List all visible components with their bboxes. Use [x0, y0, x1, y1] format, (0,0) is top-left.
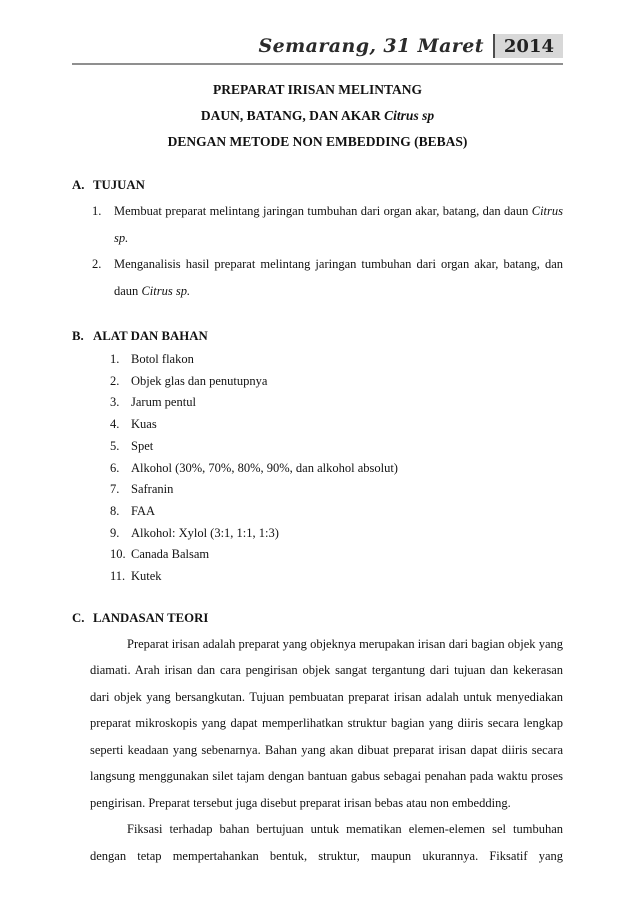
list-item [110, 566, 563, 588]
title-species-name: Citrus sp [384, 108, 435, 123]
section-heading-label: TUJUAN [93, 178, 145, 192]
title-block [72, 77, 563, 155]
list-item-number: 7. [110, 482, 120, 497]
header-year-badge: 2014 [495, 34, 563, 58]
section-tujuan-heading [72, 172, 563, 198]
list-item-number: 1. [110, 352, 120, 366]
title-line-2-text: DAUN, BATANG, DAN AKAR [200, 108, 385, 123]
section-alat-heading [72, 323, 563, 349]
list-item-text: Spet [131, 438, 154, 453]
list-item-number: 8. [110, 503, 120, 518]
list-item [110, 523, 563, 545]
title-line-1: PREPARAT IRISAN MELINTANG [212, 82, 423, 97]
list-item [110, 349, 563, 371]
header-date: Semarang, 31 Maret [258, 35, 484, 57]
species-name: Citrus sp. [114, 204, 563, 245]
list-item-number: 9. [110, 525, 120, 540]
list-item-number: 4. [110, 417, 120, 432]
paragraph-2: Fiksasi terhadap bahan bertujuan untuk mematikan elemen-elemen sel tumbuhan dengan tetap mempertahankan bentuk, struktur, maupun ukurannya. Fiksatif yang [90, 822, 563, 863]
list-item-text-body: Membuat preparat melintang jaringan tumbuhan dari organ akar, batang, dan daun [114, 204, 532, 218]
list-item-text-body: Menganalisis hasil preparat melintang jaringan tumbuhan dari organ akar, batang, dan daun [114, 257, 563, 298]
list-item-number: 6. [110, 460, 120, 475]
section-letter: B. [72, 329, 84, 343]
list-item-text: Alkohol (30%, 70%, 80%, 90%, dan alkohol absolut) [131, 460, 398, 475]
list-item [110, 436, 563, 458]
page-header [72, 34, 563, 65]
list-item-text: Alkohol: Xylol (3:1, 1:1, 1:3) [131, 525, 279, 540]
section-heading-label: LANDASAN TEORI [93, 610, 209, 625]
list-item-number: 11. [110, 569, 126, 584]
list-item [110, 392, 563, 414]
paragraph-1: Preparat irisan adalah preparat yang objeknya merupakan irisan dari bagian objek yang diamati. Arah irisan dan cara pengirisan objek sangat tergantung dari tujuan dan kekerasan dari objek yang bersangkutan. Tujuan pembuatan preparat irisan adalah untuk menyediakan preparat mikroskopis yang dapat memperlihatkan struktur bagian yang diiris secara lengkap seperti keadaan yang sebenarnya. Bahan yang akan dibuat preparat irisan dapat diiris secara langsung menggunakan silet tajam dengan bantuan gabus sebagai penahan pada waktu proses pengirisan. Preparat tersebut juga disebut preparat irisan bebas atau non embedding. [90, 636, 563, 810]
section-letter: A. [72, 178, 85, 192]
list-item [110, 544, 563, 566]
list-item-number: 1. [92, 204, 102, 218]
list-item [110, 501, 563, 523]
section-heading-label: ALAT DAN BAHAN [93, 329, 208, 343]
list-item-number: 10. [110, 547, 126, 562]
list-item [110, 414, 563, 436]
list-item-text: Canada Balsam [131, 547, 210, 562]
list-item-number: 3. [110, 395, 120, 410]
list-item [110, 371, 563, 393]
list-item [92, 198, 563, 251]
list-item [110, 458, 563, 480]
list-item-number: 5. [110, 438, 120, 453]
list-item-text: Jarum pentul [131, 395, 196, 410]
list-item-text: Kuas [131, 417, 157, 432]
species-name: Citrus sp. [141, 283, 191, 298]
section-tujuan [72, 172, 563, 304]
section-letter: C. [72, 610, 85, 625]
list-item-text [114, 251, 563, 304]
list-item-text: Kutek [131, 569, 162, 584]
list-item-number: 2. [110, 373, 120, 388]
alat-list [72, 349, 563, 588]
list-item-number: 2. [92, 257, 102, 271]
list-item [92, 251, 563, 304]
section-landasan-heading [72, 605, 563, 631]
section-alat [72, 323, 563, 588]
list-item-text: Objek glas dan penutupnya [131, 373, 268, 388]
tujuan-list [72, 198, 563, 304]
title-line-2 [72, 103, 563, 129]
list-item-text: FAA [131, 503, 156, 518]
list-item-text [114, 198, 563, 251]
list-item-text: Botol flakon [131, 352, 194, 366]
title-line-3: DENGAN METODE NON EMBEDDING (BEBAS) [167, 134, 468, 149]
list-item [110, 479, 563, 501]
list-item-text: Safranin [131, 482, 174, 497]
section-landasan [72, 605, 563, 870]
